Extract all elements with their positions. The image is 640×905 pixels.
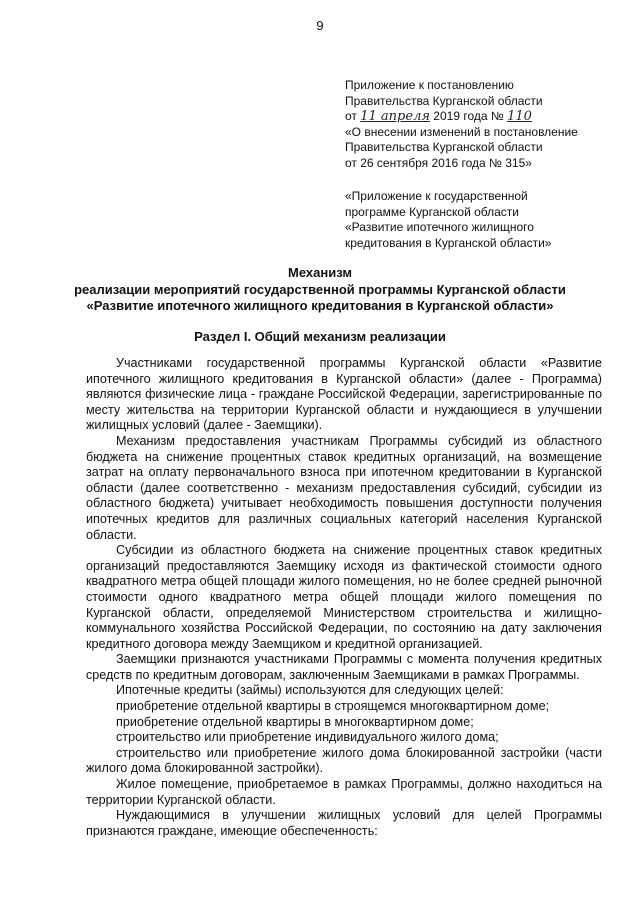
appendix-date-line	[345, 109, 615, 125]
appendix-line: Правительства Курганской области	[345, 140, 543, 154]
appendix-line: Правительства Курганской области	[345, 93, 543, 108]
appendix-line: кредитования в Курганской области»	[345, 235, 552, 250]
appendix-line: Приложение к постановлению	[345, 78, 514, 92]
appendix-program-note	[345, 189, 615, 251]
section-title: Раздел I. Общий механизм реализации	[194, 329, 446, 344]
paragraph: Субсидии из областного бюджета на снижение процентных ставок кредитных организаций предоставляются Заемщику исходя из фактической стоимости одного квадратного метра общей площади жилого помещения, но не более средней рыночной стоимости одного квадратного метра общей площади жилого помещения по Курганской области, определяемой Министерством строительства и жилищно-коммунального хозяйства Российской Федерации, по состоянию на дату заключения кредитного договора между Заемщиком и кредитной организацией.	[86, 543, 602, 651]
appendix-line: «Развитие ипотечного жилищного	[345, 220, 534, 234]
appendix-line: «Приложение к государственной	[345, 189, 528, 203]
date-year: 2019 года №	[433, 109, 504, 123]
title-line: «Развитие ипотечного жилищного кредитования в Курганской области»	[86, 298, 554, 313]
handwritten-date: 11 апреля	[360, 109, 430, 124]
paragraph: Жилое помещение, приобретаемое в рамках Программы, должно находиться на территории Курганской области.	[86, 777, 602, 807]
handwritten-number: 110	[507, 109, 532, 124]
date-prefix: от	[345, 109, 357, 123]
paragraph: Участниками государственной программы Курганской области «Развитие ипотечного жилищного кредитования в Курганской области» (далее - Программа) являются физические лица - граждане Российской Федерации, зарегистрированные по месту жительства на территории Курганской области и нуждающиеся в улучшении жилищных условий (далее - Заемщики).	[86, 356, 602, 433]
paragraph: Нуждающимися в улучшении жилищных условий для целей Программы признаются граждане, имеющие обеспеченность:	[86, 808, 602, 838]
paragraph: Механизм предоставления участникам Программы субсидий из областного бюджета на снижение процентных ставок кредитных организаций, на возмещение затрат на оплату первоначального взноса при ипотечном кредитовании в Курганской области (далее соответственно - механизм предоставления субсидий, субсидии из областного бюджета) учитывает необходимость повышения доступности получения ипотечных кредитов для различных социальных категорий населения Курганской области.	[86, 433, 602, 542]
title-line: Механизм	[288, 265, 352, 280]
appendix-line: программе Курганской области	[345, 204, 519, 219]
document-title	[0, 265, 640, 315]
appendix-line: от 26 сентября 2016 года № 315»	[345, 155, 532, 170]
body-text	[86, 356, 602, 839]
paragraph: Ипотечные кредиты (займы) используются для следующих целей:	[116, 683, 504, 698]
list-item: строительство или приобретение жилого дома блокированной застройки (части жилого дома блокированной застройки).	[86, 745, 602, 776]
list-item: приобретение отдельной квартиры в строящемся многоквартирном доме;	[116, 699, 550, 714]
appendix-line: «О внесении изменений в постановление	[345, 124, 578, 139]
list-item: строительство или приобретение индивидуального жилого дома;	[116, 730, 499, 745]
paragraph: Заемщики признаются участниками Программы с момента получения кредитных средств по кредитным договорам, заключенным Заемщиками в рамках Программы.	[86, 652, 602, 682]
title-line: реализации мероприятий государственной программы Курганской области	[74, 281, 566, 297]
list-item: приобретение отдельной квартиры в многоквартирном доме;	[116, 714, 474, 729]
page-number: 9	[316, 18, 324, 33]
appendix-header	[345, 78, 615, 251]
